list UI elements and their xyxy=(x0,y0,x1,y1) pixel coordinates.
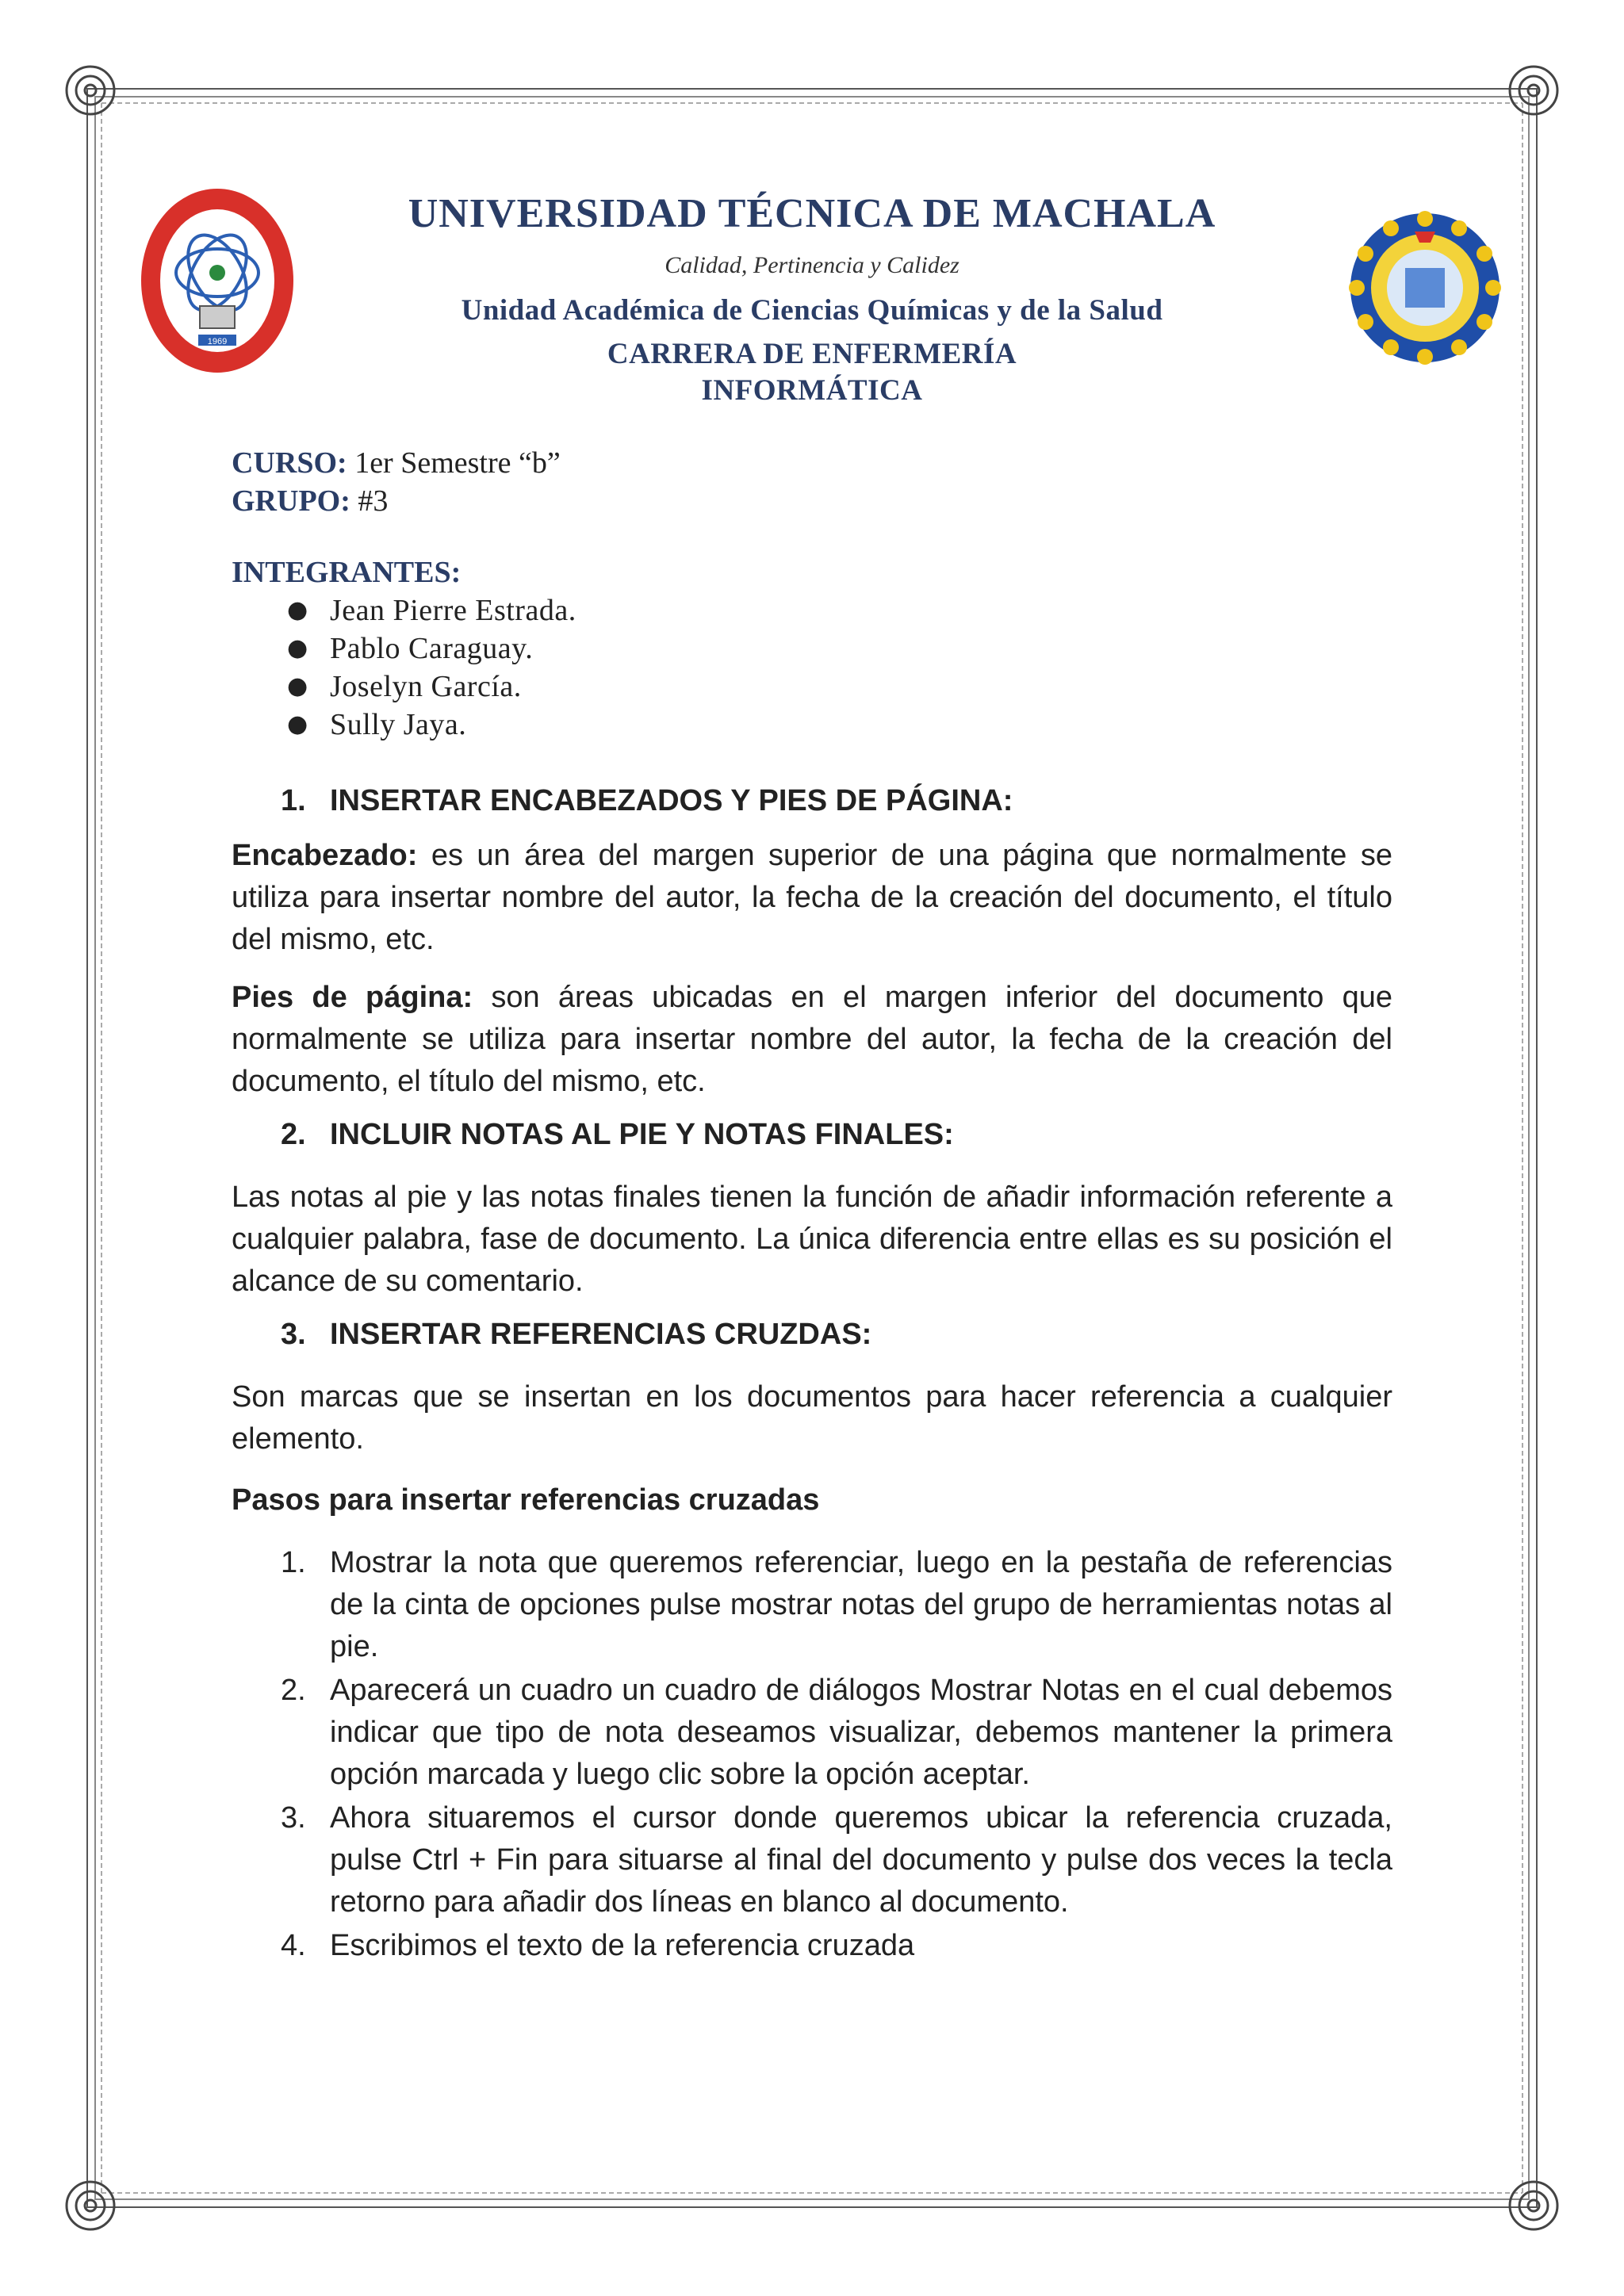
group-value: #3 xyxy=(358,484,389,518)
list-item: 2. Aparecerá un cuadro un cuadro de diálogos Mostrar Notas en el cual debemos indicar que tipo de nota deseamos visualizar, debemos mantener la primera opción marcada y luego clic sobre la opción aceptar. xyxy=(281,1674,1392,1791)
academic-unit: Unidad Académica de Ciencias Químicas y de la Salud xyxy=(461,294,1163,327)
paragraph: Pies de página: son áreas ubicadas en el margen inferior del documento que normalmente se utiliza para insertar nombre del autor, la fecha de la creación del documento, el título del mismo, etc. xyxy=(232,981,1392,1098)
seal-year: 1969 xyxy=(207,337,228,346)
bullet-icon: ● xyxy=(287,710,308,738)
career-name: CARRERA DE ENFERMERÍA xyxy=(607,338,1017,370)
document-header xyxy=(317,182,1307,409)
course-info xyxy=(232,444,561,520)
bullet-icon: ● xyxy=(287,672,308,700)
section-heading: 1. INSERTAR ENCABEZADOS Y PIES DE PÁGINA: xyxy=(281,784,1013,817)
list-item: ● Joselyn García. xyxy=(232,668,576,706)
members-list xyxy=(232,591,576,744)
list-item: ● Jean Pierre Estrada. xyxy=(232,591,576,629)
university-seal-logo xyxy=(140,187,295,374)
steps-list xyxy=(232,1542,1392,1967)
subject-name: INFORMÁTICA xyxy=(701,374,923,407)
document-body xyxy=(232,780,1392,1969)
section-heading: 2. INCLUIR NOTAS AL PIE Y NOTAS FINALES: xyxy=(281,1118,954,1151)
bullet-icon: ● xyxy=(287,596,308,624)
group-label: GRUPO: xyxy=(232,484,350,518)
university-motto: Calidad, Pertinencia y Calidez xyxy=(665,252,959,278)
list-item: 1. Mostrar la nota que queremos referenciar, luego en la pestaña de referencias de la cinta de opciones pulse mostrar notas del grupo de herramientas notas al pie. xyxy=(281,1546,1392,1663)
course-value: 1er Semestre “b” xyxy=(354,446,561,480)
list-item: 4. Escribimos el texto de la referencia cruzada xyxy=(281,1929,915,1962)
university-name: UNIVERSIDAD TÉCNICA DE MACHALA xyxy=(408,191,1216,236)
paragraph: Las notas al pie y las notas finales tienen la función de añadir información referente a cualquier palabra, fase de documento. La única diferencia entre ellas es su posición el alcance de su comentario. xyxy=(232,1181,1392,1298)
list-item: ● Pablo Caraguay. xyxy=(232,629,576,668)
group-line xyxy=(232,482,561,520)
members-label: INTEGRANTES: xyxy=(232,556,462,589)
section-heading: 3. INSERTAR REFERENCIAS CRUZDAS: xyxy=(281,1318,872,1351)
list-item: ● Sully Jaya. xyxy=(232,706,576,744)
list-item: 3. Ahora situaremos el cursor donde queremos ubicar la referencia cruzada, pulse Ctrl + Fin para situarse al final del documento y pulse dos veces la tecla retorno para añadir dos líneas en blanco al documento. xyxy=(281,1801,1392,1919)
course-label: CURSO: xyxy=(232,446,347,480)
paragraph: Son marcas que se insertan en los documentos para hacer referencia a cualquier elemento. xyxy=(232,1380,1392,1456)
paragraph: Encabezado: es un área del margen superior de una página que normalmente se utiliza para insertar nombre del autor, la fecha de la creación del documento, el título del mismo, etc. xyxy=(232,839,1392,956)
steps-title: Pasos para insertar referencias cruzadas xyxy=(232,1483,820,1517)
faculty-seal-logo xyxy=(1348,208,1502,368)
course-line xyxy=(232,444,561,482)
members-block xyxy=(232,553,576,744)
bullet-icon: ● xyxy=(287,634,308,662)
